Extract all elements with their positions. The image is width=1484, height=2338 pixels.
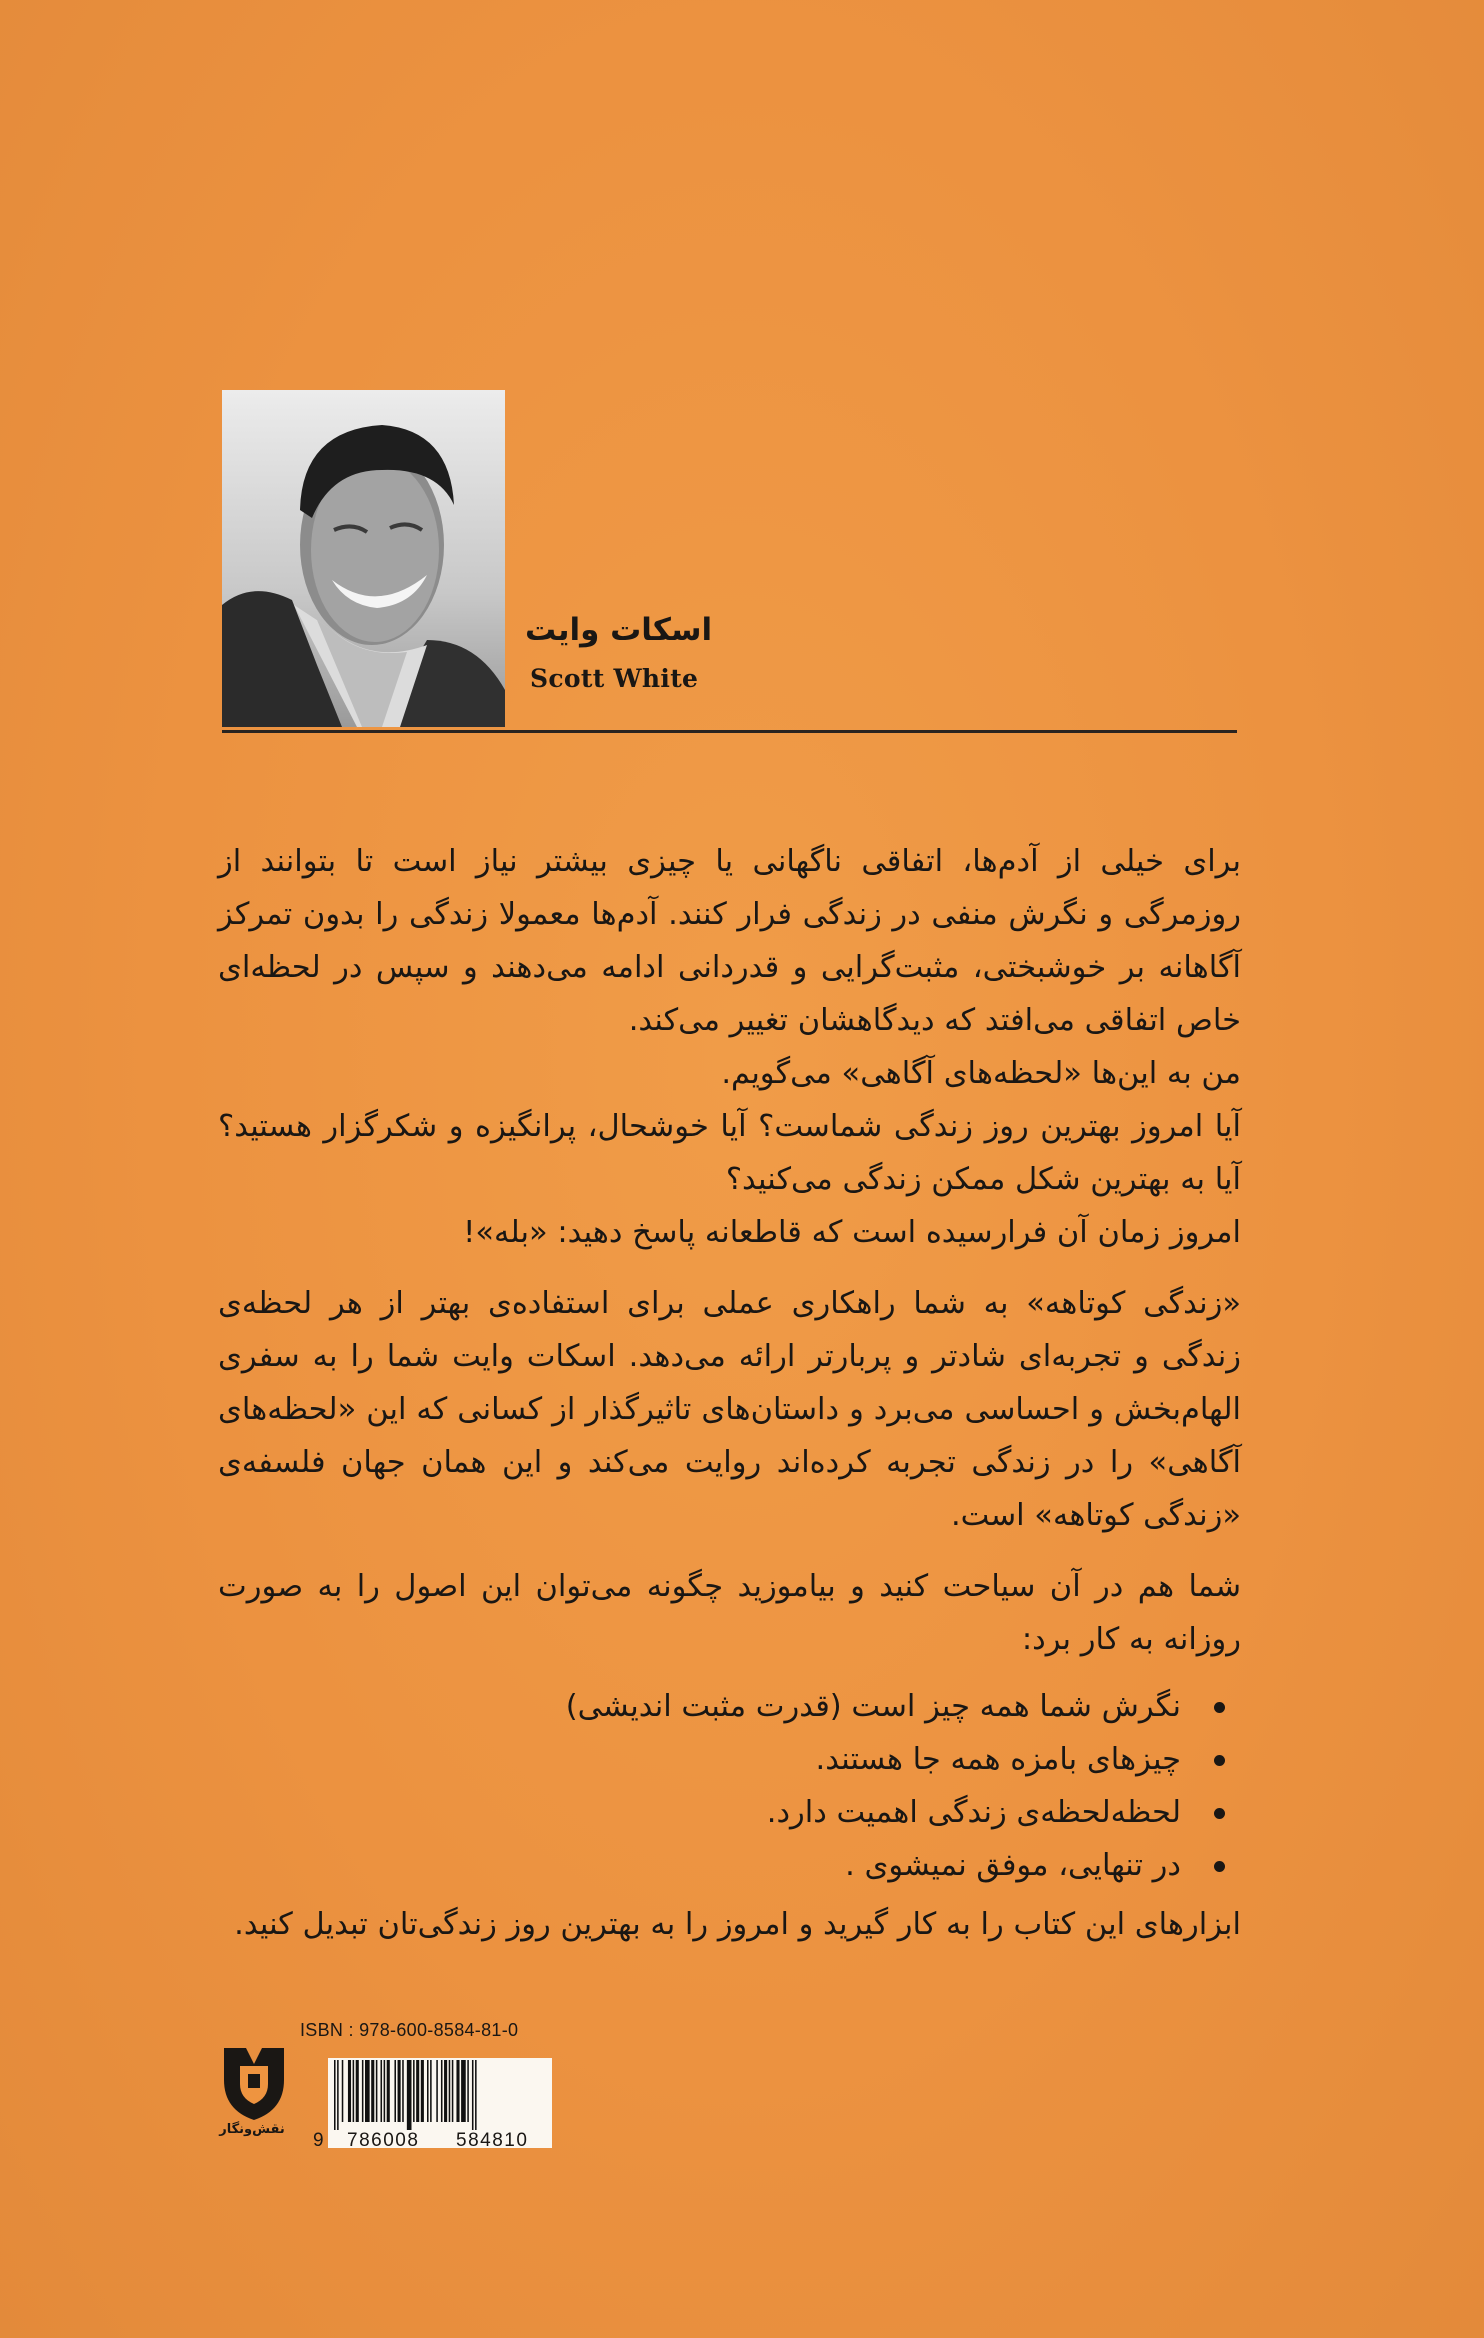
barcode-bar	[402, 2060, 404, 2122]
barcode-bar	[371, 2060, 374, 2122]
barcode-bar	[456, 2060, 459, 2122]
barcode-bar	[334, 2060, 336, 2130]
barcode-bar	[449, 2060, 451, 2122]
barcode-bar	[467, 2060, 469, 2122]
bullet-icon	[1214, 1861, 1225, 1872]
barcode-bar	[362, 2060, 364, 2122]
list-item: چیزهای بامزه همه جا هستند.	[218, 1733, 1181, 1786]
barcode-bar	[430, 2060, 432, 2122]
paragraph-closing: ابزارهای این کتاب را به کار گیرید و امروز را به بهترین روز زندگی‌تان تبدیل کنید.	[234, 1907, 1241, 1942]
barcode-bar	[475, 2060, 477, 2130]
author-name-english: Scott White	[530, 664, 699, 693]
paragraph-intro: برای خیلی از آدم‌ها، اتفاقی ناگهانی یا چیزی بیشتر نیاز است تا بتوانند از روزمرگی و نگرش منفی در زندگی فرار کنند. آدم‌ها معمولا زندگی را بدون تمرکز آگاهانه بر خوشبختی، مثبت‌گرایی و قدردانی ادامه می‌دهند و سپس در لحظه‌ای خاص اتفاقی می‌افتد که دیدگاهشان تغییر می‌کند.	[218, 844, 1241, 1038]
barcode-bar	[387, 2060, 390, 2122]
barcode-bar	[452, 2060, 454, 2122]
list-item: در تنهایی، موفق نمیشوی .	[218, 1839, 1181, 1892]
barcode-lead-digit: 9	[313, 2130, 326, 2151]
paragraph-moments: من به این‌ها «لحظه‌های آگاهی» می‌گویم.	[721, 1056, 1241, 1091]
barcode-group-2: 584810	[456, 2130, 529, 2151]
barcode-bar	[472, 2060, 474, 2130]
barcode-bar	[353, 2060, 355, 2122]
barcode-bar	[384, 2060, 386, 2122]
back-cover-blurb	[218, 835, 1241, 1951]
barcode-bar	[394, 2060, 396, 2122]
paragraph-answer: امروز زمان آن فرارسیده است که قاطعانه پاسخ دهید: «بله»!	[463, 1215, 1241, 1250]
barcode-bar	[348, 2060, 351, 2122]
barcode-bar	[398, 2060, 401, 2122]
publisher-name: نقش‌ونگار	[219, 2122, 285, 2137]
principles-list	[218, 1680, 1241, 1892]
barcode-bar	[416, 2060, 419, 2122]
paragraph-questions: آیا امروز بهترین روز زندگی شماست؟ آیا خوشحال، پرانگیزه و شکرگزار هستید؟ آیا به بهترین شکل ممکن زندگی می‌کنید؟	[218, 1109, 1241, 1197]
barcode-bar	[441, 2060, 443, 2122]
list-item: لحظه‌لحظه‌ی زندگی اهمیت دارد.	[218, 1786, 1181, 1839]
bullet-icon	[1214, 1702, 1225, 1713]
barcode-bar	[413, 2060, 415, 2122]
barcode-bar	[342, 2060, 344, 2122]
barcode-bar	[461, 2060, 466, 2122]
author-name-persian: اسکات وایت	[525, 612, 713, 648]
barcode-bar	[436, 2060, 438, 2122]
list-item: نگرش شما همه چیز است (قدرت مثبت اندیشی)	[218, 1680, 1181, 1733]
isbn-label: ISBN : 978-600-8584-81-0	[300, 2020, 519, 2040]
barcode-bar	[365, 2060, 370, 2122]
barcode-bar	[356, 2060, 359, 2122]
barcode-bar	[381, 2060, 383, 2122]
bullet-icon	[1214, 1808, 1225, 1819]
barcode-bar	[376, 2060, 378, 2122]
paragraph-book-summary: «زندگی کوتاهه» به شما راهکاری عملی برای استفاده‌ی بهتر از هر لحظه‌ی زندگی و تجربه‌ای شادتر و پربارتر ارائه می‌دهد. اسکات وایت شما را به سفری الهام‌بخش و احساسی می‌برد و داستان‌های تاثیرگذار از کسانی که این «لحظه‌های آگاهی» را در زندگی تجربه کرده‌اند روایت می‌کند و این همان جهان فلسفه‌ی «زندگی کوتاهه» است.	[218, 1286, 1241, 1533]
barcode-bar	[421, 2060, 424, 2122]
barcode-bar	[407, 2060, 412, 2130]
barcode-bar	[427, 2060, 429, 2122]
paragraph-principles-intro: شما هم در آن سیاحت کنید و بیاموزید چگونه می‌توان این اصول را به صورت روزانه به کار برد:	[218, 1569, 1241, 1657]
barcode-bar	[444, 2060, 447, 2122]
bullet-icon	[1214, 1755, 1225, 1766]
author-photo	[222, 390, 505, 727]
divider-line	[222, 730, 1237, 733]
barcode-bar	[337, 2060, 339, 2130]
barcode-group-1: 786008	[347, 2130, 420, 2151]
